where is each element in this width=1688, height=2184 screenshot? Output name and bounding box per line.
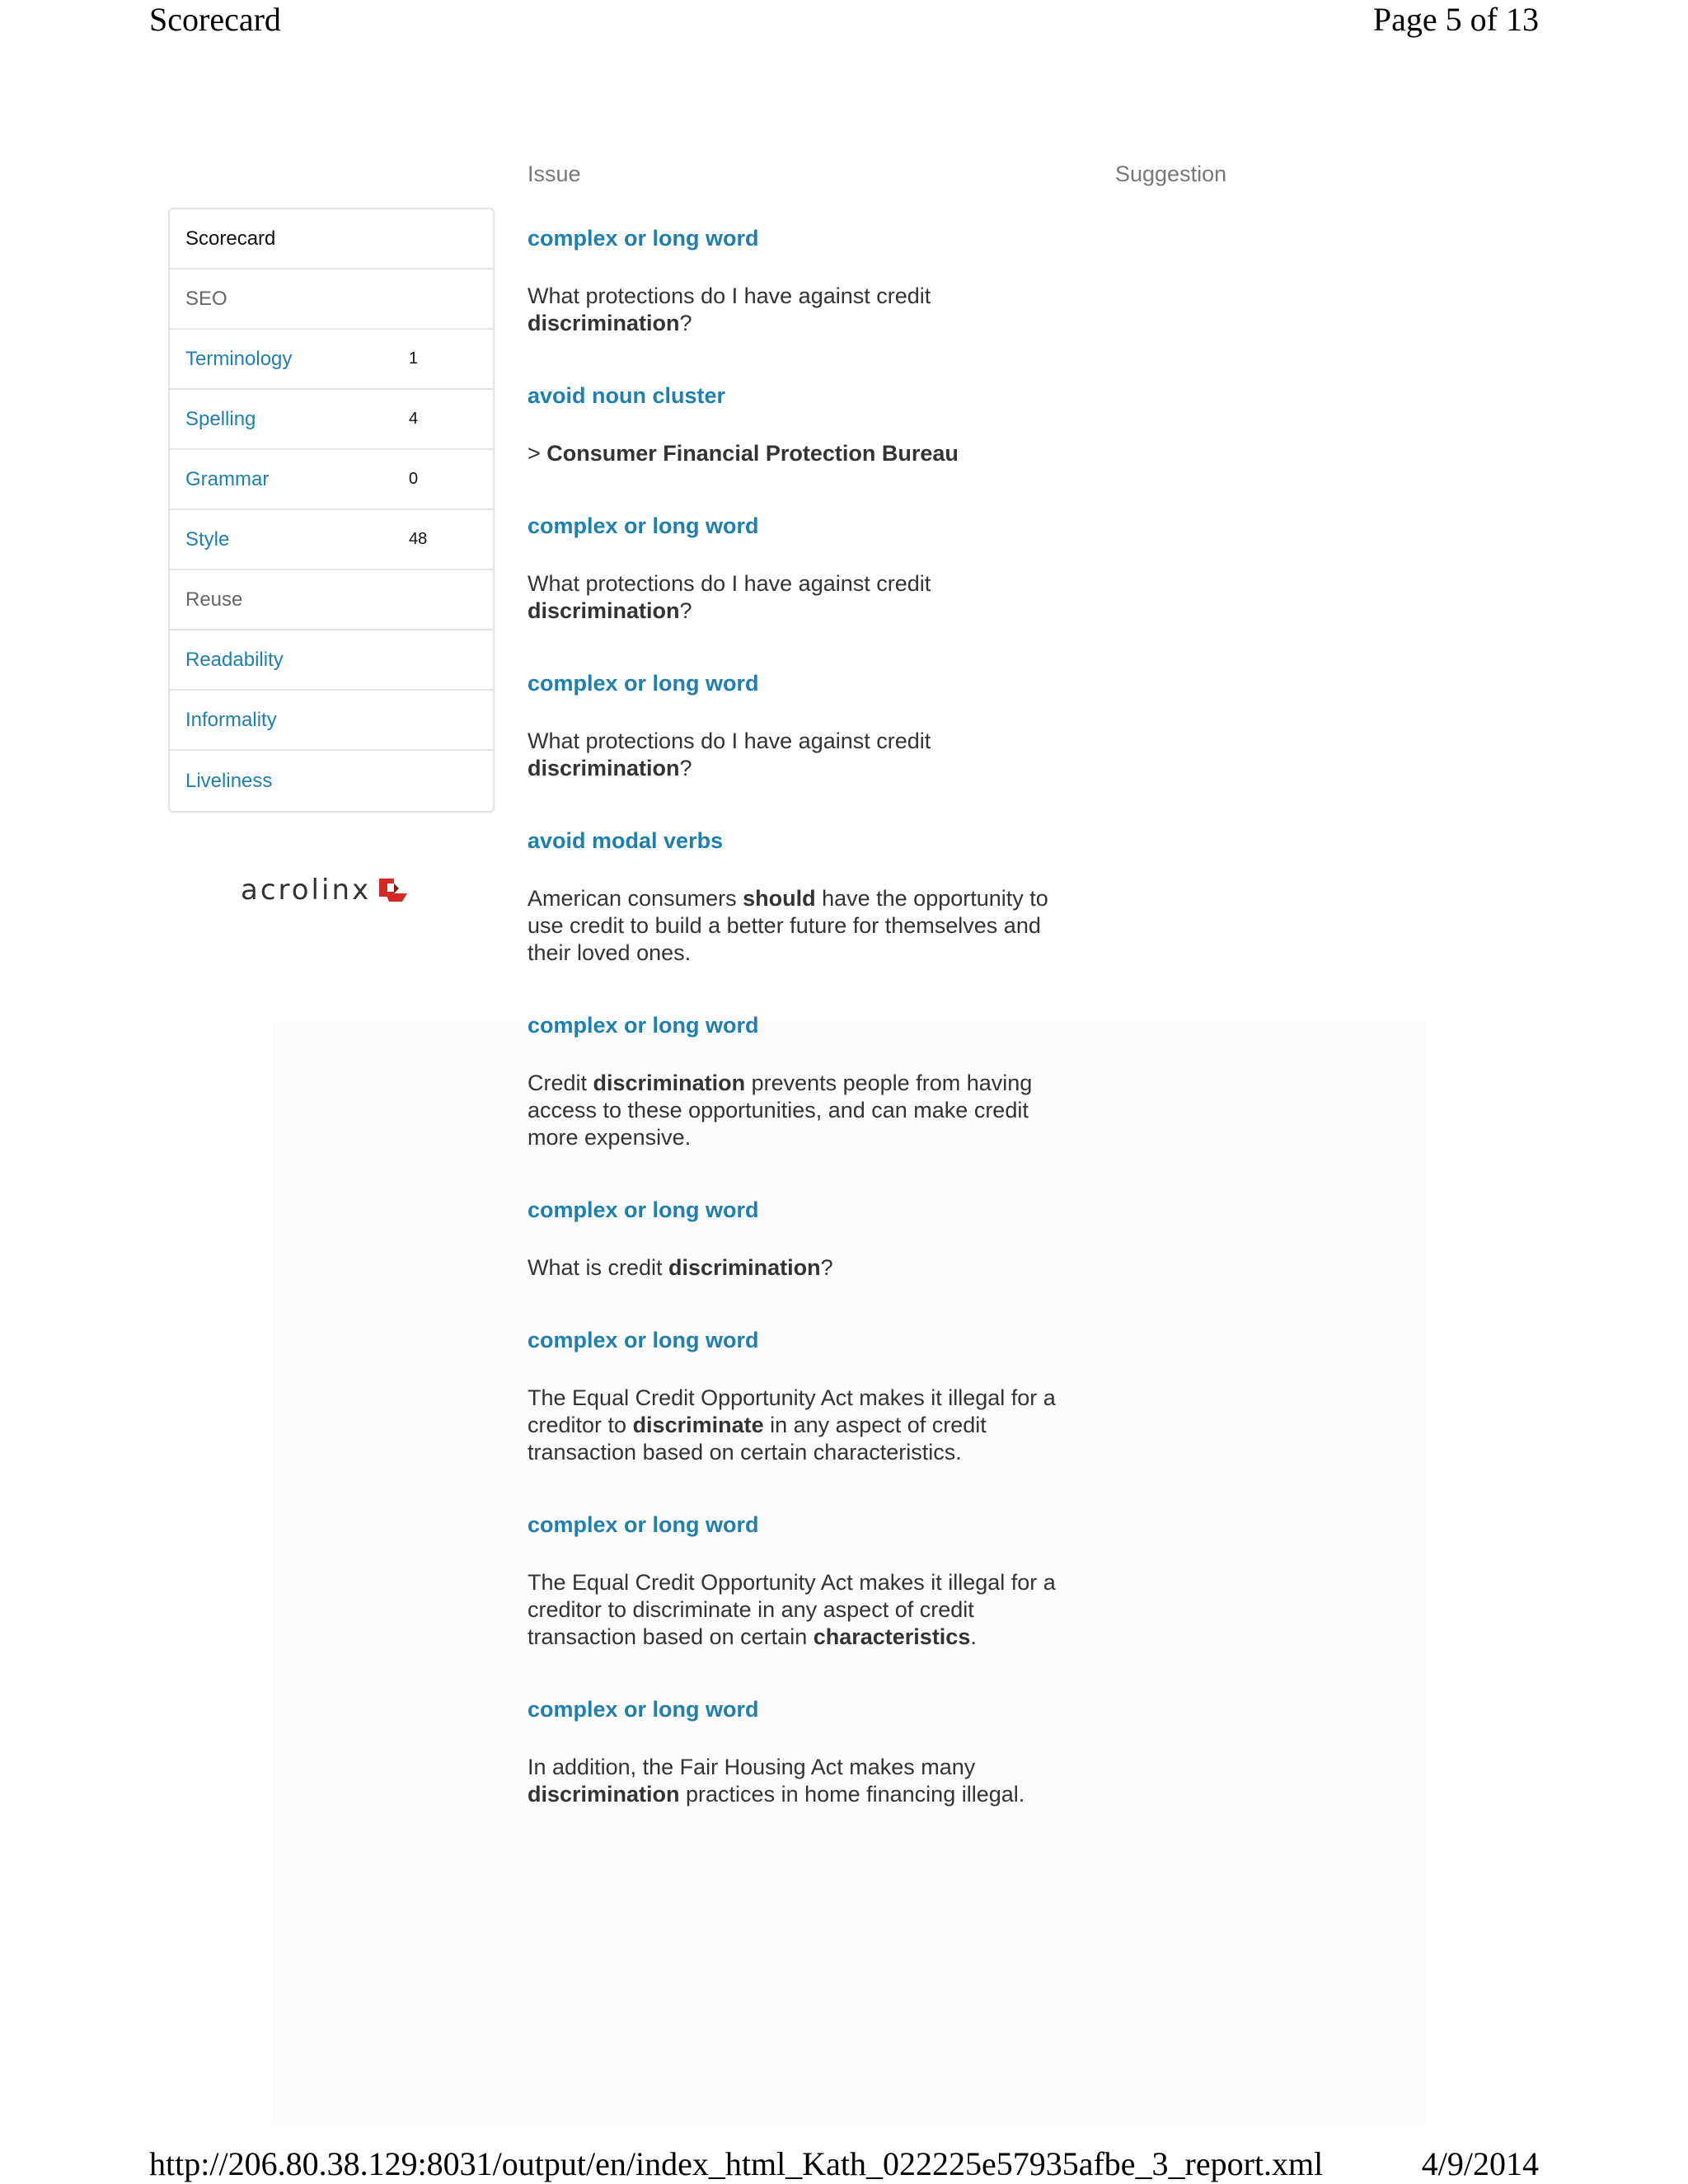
issue-type-link[interactable]: complex or long word xyxy=(528,1697,759,1722)
issue-context-post: in any aspect of credit transaction based on certain characteristics. xyxy=(528,1413,987,1465)
flagged-term: discrimination xyxy=(593,1071,746,1095)
issue-type-link[interactable]: complex or long word xyxy=(528,1197,759,1222)
flagged-term: discrimination xyxy=(528,598,680,623)
issue-context-text xyxy=(528,1569,1071,1651)
sidebar-item-label: Spelling xyxy=(185,407,256,430)
flagged-term: discrimination xyxy=(668,1255,821,1280)
flagged-term: characteristics xyxy=(813,1624,971,1649)
issue-context-text xyxy=(528,283,1071,337)
issue-context-post: ? xyxy=(820,1255,833,1280)
sidebar-item-reuse xyxy=(170,570,493,630)
flagged-term: should xyxy=(743,886,816,911)
issue-type-link[interactable]: complex or long word xyxy=(528,671,759,696)
page-url: http://206.80.38.129:8031/output/en/index_html_Kath_022225e57935afbe_3_report.xml xyxy=(149,2145,1324,2182)
issue-context-text xyxy=(528,570,1071,625)
column-header-suggestion: Suggestion xyxy=(1115,162,1227,186)
issue-context-post: ? xyxy=(679,311,692,335)
sidebar-item-label: Informality xyxy=(185,708,277,731)
issue-type-link[interactable]: complex or long word xyxy=(528,1013,759,1038)
scorecard-sidebar xyxy=(168,208,495,813)
issue-context-text xyxy=(528,440,1071,467)
sidebar-item-label: Terminology xyxy=(185,347,293,370)
issue-context-pre: > xyxy=(528,441,547,466)
sidebar-item-label: Reuse xyxy=(185,588,243,611)
sidebar-item-label: Liveliness xyxy=(185,769,273,792)
sidebar-item-readability[interactable] xyxy=(170,630,493,691)
issue-context-pre: Credit xyxy=(528,1071,593,1095)
issue-context-text xyxy=(528,1254,1071,1282)
issue-context-pre: What protections do I have against credit xyxy=(528,571,931,596)
issue-context-text xyxy=(528,1070,1071,1151)
issue-type-link[interactable]: avoid noun cluster xyxy=(528,383,726,408)
issue-context-text xyxy=(528,728,1071,782)
logo-wordmark: acrolinx xyxy=(241,874,372,907)
sidebar-item-informality[interactable] xyxy=(170,691,493,751)
print-header xyxy=(149,0,1539,40)
column-header-issue: Issue xyxy=(528,162,581,186)
issue-context-text xyxy=(528,885,1071,967)
issue-type-link[interactable]: avoid modal verbs xyxy=(528,828,724,853)
print-footer xyxy=(149,2144,1539,2184)
issue-context-pre: American consumers xyxy=(528,886,743,911)
sidebar-item-terminology[interactable] xyxy=(170,330,493,390)
issue-type-link[interactable]: complex or long word xyxy=(528,1328,759,1352)
issue-context-post: practices in home financing illegal. xyxy=(679,1782,1025,1807)
sidebar-item-count: 1 xyxy=(409,349,419,368)
issue-context-pre: The Equal Credit Opportunity Act makes it illegal for a creditor to xyxy=(528,1385,1056,1437)
issue-context-pre: What protections do I have against credit xyxy=(528,729,931,753)
issue-context-post: have the opportunity to use credit to build a better future for themselves and their loved ones. xyxy=(528,886,1048,965)
flagged-term: discrimination xyxy=(528,1782,680,1807)
issue-context-pre: In addition, the Fair Housing Act makes many xyxy=(528,1755,976,1779)
flagged-term: discrimination xyxy=(528,756,680,780)
sidebar-item-scorecard[interactable] xyxy=(170,209,493,269)
logo-mark-icon xyxy=(374,875,412,905)
issue-context-pre: The Equal Credit Opportunity Act makes it illegal for a creditor to discriminate in any aspect of credit transaction based on certain xyxy=(528,1570,1056,1649)
sidebar-item-style[interactable] xyxy=(170,510,493,570)
issue-context-pre: What protections do I have against credit xyxy=(528,284,931,308)
sidebar-item-liveliness[interactable] xyxy=(170,751,493,811)
issue-type-link[interactable]: complex or long word xyxy=(528,1512,759,1537)
sidebar-item-count: 48 xyxy=(409,530,428,548)
issue-context-pre: What is credit xyxy=(528,1255,669,1280)
print-title: Scorecard xyxy=(149,1,281,38)
issue-context-post: prevents people from having access to these opportunities, and can make credit more expensive. xyxy=(528,1071,1033,1150)
issue-context-post: ? xyxy=(679,598,692,623)
sidebar-item-count: 0 xyxy=(409,470,419,488)
sidebar-item-label: Readability xyxy=(185,648,284,671)
sidebar-item-label: SEO xyxy=(185,287,227,310)
issue-list xyxy=(528,224,1071,1808)
sidebar-item-label: Grammar xyxy=(185,467,270,490)
issue-context-text xyxy=(528,1385,1071,1466)
flagged-term: discrimination xyxy=(528,311,680,335)
page-number: Page 5 of 13 xyxy=(1372,1,1539,38)
sidebar-item-grammar[interactable] xyxy=(170,450,493,510)
sidebar-item-label: Scorecard xyxy=(185,227,276,250)
acrolinx-logo xyxy=(241,874,422,907)
issue-type-link[interactable]: complex or long word xyxy=(528,513,759,538)
sidebar-item-seo xyxy=(170,269,493,330)
sidebar-item-spelling[interactable] xyxy=(170,390,493,450)
flagged-term: Consumer Financial Protection Bureau xyxy=(546,441,959,466)
sidebar-item-label: Style xyxy=(185,527,230,551)
issue-context-text xyxy=(528,1754,1071,1808)
issue-type-link[interactable]: complex or long word xyxy=(528,226,759,251)
flagged-term: discriminate xyxy=(632,1413,764,1437)
sidebar-item-count: 4 xyxy=(409,410,419,428)
issue-context-post: . xyxy=(970,1624,977,1649)
print-date: 4/9/2014 xyxy=(1421,2145,1539,2182)
issue-context-post: ? xyxy=(679,756,692,780)
